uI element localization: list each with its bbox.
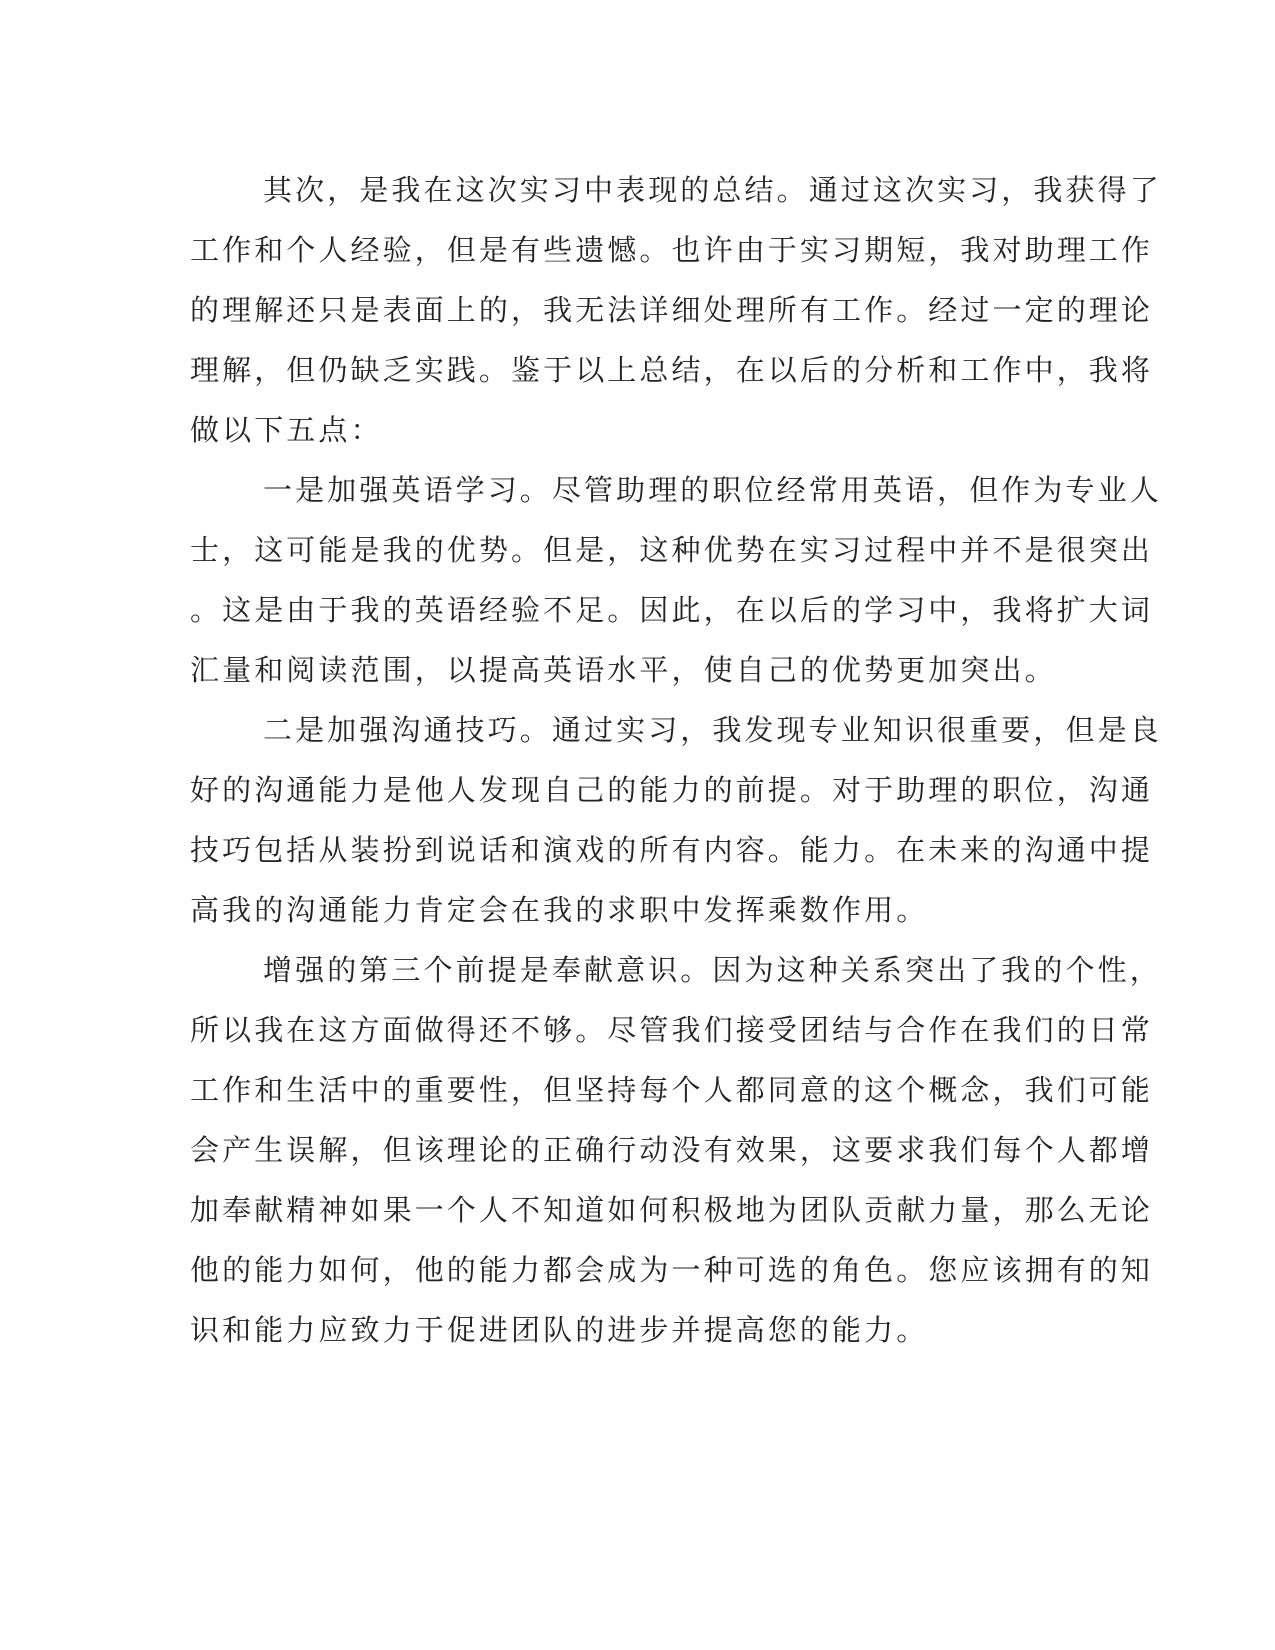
- text-line: 其次，是我在这次实习中表现的总结。通过这次实习，我获得了: [263, 173, 1162, 207]
- paragraph-english-study: [190, 460, 1162, 700]
- text-line: 理解，但仍缺乏实践。鉴于以上总结，在以后的分析和工作中，我将: [190, 353, 1154, 387]
- text-line: 会产生误解，但该理论的正确行动没有效果，这要求我们每个人都增: [190, 1133, 1154, 1167]
- text-line: 工作和个人经验，但是有些遗憾。也许由于实习期短，我对助理工作: [190, 233, 1154, 267]
- text-line: 高我的沟通能力肯定会在我的求职中发挥乘数作用。: [190, 893, 929, 927]
- text-line: 。这是由于我的英语经验不足。因此，在以后的学习中，我将扩大词: [190, 593, 1154, 627]
- text-line: 的理解还只是表面上的，我无法详细处理所有工作。经过一定的理论: [190, 293, 1154, 327]
- text-line: 一是加强英语学习。尽管助理的职位经常用英语，但作为专业人: [263, 473, 1162, 507]
- text-line: 增强的第三个前提是奉献意识。因为这种关系突出了我的个性，: [263, 953, 1162, 987]
- paragraph-summary: [190, 160, 1162, 460]
- text-line: 好的沟通能力是他人发现自己的能力的前提。对于助理的职位，沟通: [190, 773, 1154, 807]
- text-line: 工作和生活中的重要性，但坚持每个人都同意的这个概念，我们可能: [190, 1073, 1154, 1107]
- paragraph-dedication: [190, 940, 1162, 1360]
- text-line: 士，这可能是我的优势。但是，这种优势在实习过程中并不是很突出: [190, 533, 1154, 567]
- text-line: 他的能力如何，他的能力都会成为一种可选的角色。您应该拥有的知: [190, 1253, 1154, 1287]
- text-line: 汇量和阅读范围，以提高英语水平，使自己的优势更加突出。: [190, 653, 1057, 687]
- text-line: 技巧包括从装扮到说话和演戏的所有内容。能力。在未来的沟通中提: [190, 833, 1154, 867]
- text-line: 加奉献精神如果一个人不知道如何积极地为团队贡献力量，那么无论: [190, 1193, 1154, 1227]
- text-line: 识和能力应致力于促进团队的进步并提高您的能力。: [190, 1313, 929, 1347]
- text-line: 所以我在这方面做得还不够。尽管我们接受团结与合作在我们的日常: [190, 1013, 1154, 1047]
- paragraph-communication-skills: [190, 700, 1162, 940]
- text-line: 做以下五点：: [190, 413, 383, 447]
- text-line: 二是加强沟通技巧。通过实习，我发现专业知识很重要，但是良: [263, 713, 1162, 747]
- document-body: [190, 160, 1162, 1360]
